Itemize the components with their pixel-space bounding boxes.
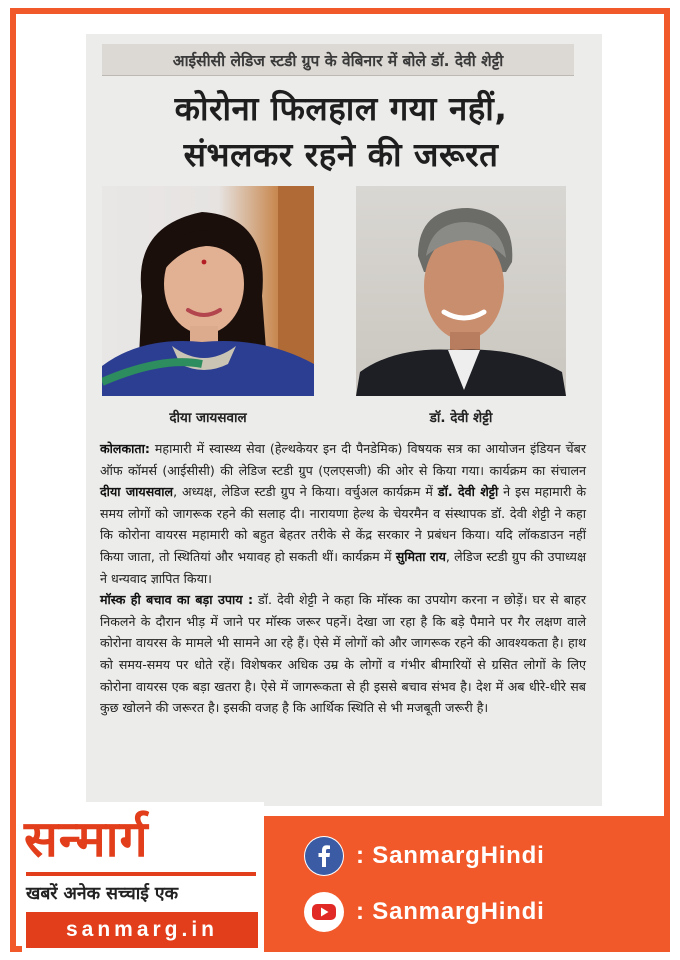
headline-line-1: कोरोना फिलहाल गया नहीं,: [174, 89, 508, 128]
social-panel: [264, 816, 670, 952]
photo-caption-left: दीया जायसवाल: [169, 410, 247, 426]
article-headline: [96, 86, 586, 178]
article-paragraph-2: मॉस्क ही बचाव का बड़ा उपाय : डॉ. देवी शेट्टी ने कहा कि मॉस्क का उपयोग करना न छोड़ें। घर से बाहर निकलने के दौरान भीड़ में जाने पर मॉस्क जरूर पहनें। देखा जा रहा है कि बड़े पैमाने पर गैर लक्षण वाले कोरोना वायरस के मामले भी सामने आ रहे हैं। ऐसे में लोगों को और जागरूक रहने की आवश्यकता है। हाथ को समय-समय पर धोते रहें। विशेषकर अधिक उम्र के लोगों व गंभीर बीमारियों से ग्रसित लोगों के लिए कोरोना वायरस एक बड़ा खतरा है। ऐसे में जागरूकता से ही इससे बचाव संभव है। देश में अब धीरे-धीरे सब कुछ खोलने की जरूरत है। इसकी वजह है कि आर्थिक स्थिति से भी मजबूती जरूरी है।: [100, 592, 586, 716]
news-clipping: [86, 34, 602, 806]
dateline: कोलकाता:: [100, 441, 150, 456]
youtube-handle: : SanmargHindi: [356, 898, 545, 925]
page-frame: [10, 8, 670, 952]
portrait-woman: [102, 186, 314, 396]
article-subhead: मॉस्क ही बचाव का बड़ा उपाय :: [100, 592, 254, 608]
photo-devi-shetty: [356, 186, 566, 396]
facebook-handle: : SanmargHindi: [356, 842, 545, 869]
facebook-handle-row[interactable]: [304, 834, 545, 878]
article-kicker: आईसीसी लेडिज स्टडी ग्रुप के वेबिनार में बोले डॉ. देवी शेट्टी: [102, 44, 574, 76]
photo-caption-right: डॉ. देवी शेट्टी: [429, 410, 493, 426]
youtube-icon: [304, 892, 344, 932]
facebook-icon: [304, 836, 344, 876]
article-body: [100, 438, 586, 719]
article-paragraph-1: कोलकाता: महामारी में स्वास्थ्य सेवा (हेल्थकेयर इन दी पैनडेमिक) विषयक सत्र का आयोजन इंडियन चेंबर ऑफ कॉमर्स (आईसीसी) की लेडिज स्टडी ग्रुप (एलएसजी) की ओर से किया गया। कार्यक्रम का संचालन दीया जायसवाल, अध्यक्ष, लेडिज स्टडी ग्रुप ने किया। वर्चुअल कार्यक्रम में डॉ. देवी शेट्टी ने इस महामारी के समय लोगों को जागरूक रहने की सलाह दी। नारायणा हेल्थ के चेयरमैन व संस्थापक डॉ. देवी शेट्टी ने कहा कि कोरोना वायरस महामारी को बहुत बेहतर तरीके से केंद्र सरकार ने प्रबंधन किया। यदि लॉकडाउन नहीं किया जाता, तो स्थितियां और भयावह हो सकती थीं। कार्यक्रम में सुमिता राय, लेडिज स्टडी ग्रुप की उपाध्यक्ष ने धन्यवाद ज्ञापित किया।: [100, 441, 586, 586]
photo-diya-jaiswal: [102, 186, 314, 396]
youtube-handle-row[interactable]: [304, 890, 545, 934]
brand-tagline: खबरें अनेक सच्चाई एक: [26, 884, 179, 904]
portrait-man: [356, 186, 566, 396]
sanmarg-logo: सन्मार्ग: [24, 810, 149, 868]
website-link[interactable]: sanmarg.in: [26, 912, 258, 948]
logo-underline: [26, 872, 256, 876]
brand-block: [22, 802, 264, 952]
headline-line-2: संभलकर रहने की जरूरत: [183, 135, 499, 174]
